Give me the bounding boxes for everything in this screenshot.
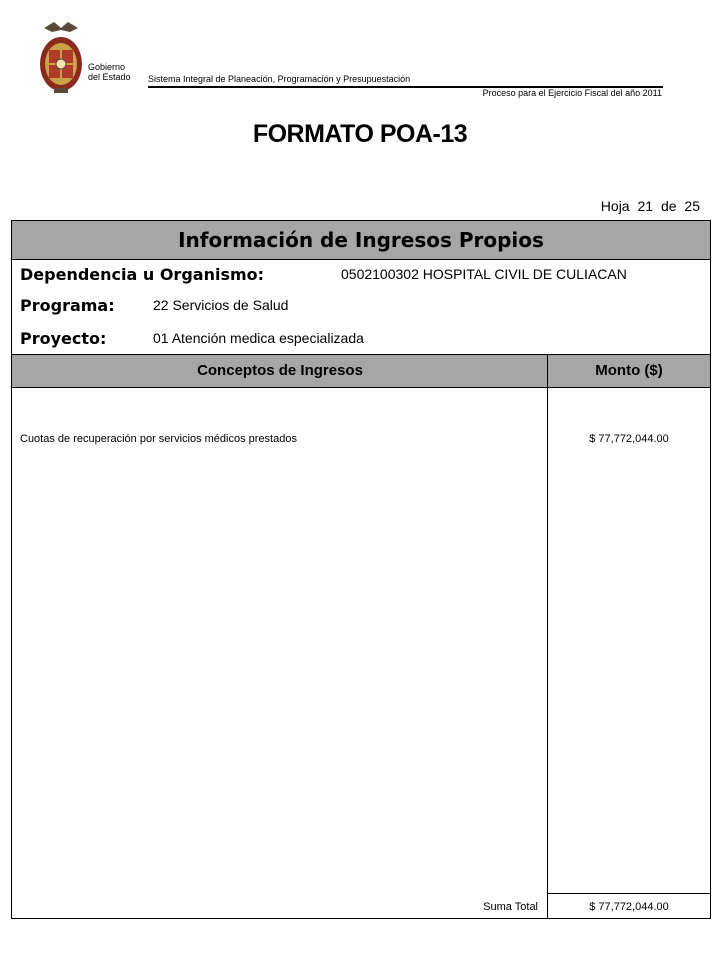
gobierno-label: [88, 62, 131, 82]
form-box: [11, 220, 711, 919]
page-title: FORMATO POA-13: [252, 120, 468, 148]
header-monto: Monto ($): [595, 362, 663, 379]
header-conceptos: Conceptos de Ingresos: [197, 362, 363, 379]
hoja-total: 25: [684, 198, 700, 214]
gobierno-line2: del Estado: [88, 72, 131, 82]
system-name: Sistema Integral de Planeación, Programación y Presupuestación: [148, 74, 411, 84]
hoja-label: Hoja: [600, 198, 630, 214]
hoja-current: 21: [637, 198, 654, 214]
programa-value: 22 Servicios de Salud: [153, 297, 289, 313]
proyecto-label: Proyecto:: [20, 329, 107, 348]
total-value: $ 77,772,044.00: [589, 901, 669, 913]
hoja-de: de: [660, 198, 677, 214]
total-divider: [547, 893, 711, 894]
dependencia-label: Dependencia u Organismo:: [20, 265, 265, 284]
page-counter: [597, 198, 700, 214]
proyecto-value: 01 Atención medica especializada: [153, 330, 364, 346]
dependencia-value: 0502100302 HOSPITAL CIVIL DE CULIACAN: [341, 266, 627, 282]
total-label: Suma Total: [483, 901, 538, 913]
table-row-concepto: Cuotas de recuperación por servicios médicos prestados: [20, 433, 297, 445]
state-coat-of-arms-logo: [36, 18, 86, 96]
gobierno-line1: Gobierno: [88, 62, 126, 72]
programa-label: Programa:: [20, 296, 115, 315]
section-title: Información de Ingresos Propios: [12, 221, 710, 260]
table-row-monto: $ 77,772,044.00: [589, 433, 669, 445]
process-year: Proceso para el Ejercicio Fiscal del año 2011: [482, 88, 662, 98]
